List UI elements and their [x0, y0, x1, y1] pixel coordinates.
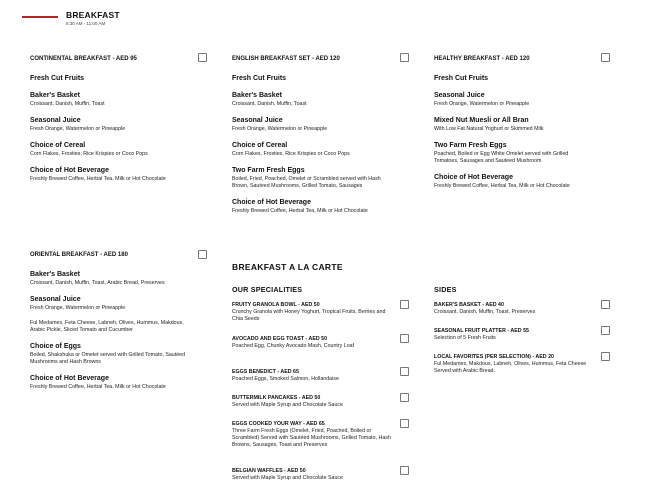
set-menu-continental	[30, 55, 190, 183]
menu-item-description: Fresh Orange, Watermelon or Pineapple	[30, 126, 126, 132]
menu-item	[30, 116, 190, 133]
menu-item-title: Choice of Cereal	[232, 142, 288, 149]
select-checkbox-local-favorites[interactable]	[601, 352, 610, 361]
sides-heading: SIDES	[434, 285, 457, 294]
dish-title: BAKER'S BASKET - AED 40	[434, 302, 504, 308]
dish-description: Served with Maple Syrup and Chocolate Sauce	[232, 475, 344, 481]
menu-item	[30, 166, 190, 183]
menu-item-description: Freshly Brewed Coffee, Herbal Tea, Milk or Hot Chocolate	[232, 208, 368, 214]
menu-item-description: With Low Fat Natural Yoghurt or Skimmed Milk	[434, 126, 544, 132]
menu-item-title: Choice of Hot Beverage	[30, 375, 109, 382]
menu-item	[30, 374, 190, 391]
page-title: BREAKFAST	[66, 10, 120, 20]
menu-item-title: Fresh Cut Fruits	[30, 75, 85, 82]
a-la-carte-heading: BREAKFAST A LA CARTE	[232, 262, 343, 272]
set-menu-heading: CONTINENTAL BREAKFAST - AED 95	[30, 56, 137, 62]
menu-item-description: Fresh Orange, Watermelon or Pineapple	[30, 305, 126, 311]
dish-item	[232, 395, 392, 409]
menu-item-title: Baker's Basket	[232, 92, 282, 99]
menu-item-title: Choice of Cereal	[30, 142, 86, 149]
select-checkbox-english[interactable]	[400, 53, 409, 62]
menu-item-description: Fresh Orange, Watermelon or Pineapple	[434, 101, 530, 107]
service-hours: 6:30 AM - 11:00 AM	[66, 21, 106, 26]
menu-item-description: Croissant, Danish, Muffin, Toast, Arabic Bread, Preserves	[30, 280, 165, 286]
menu-item-title: Choice of Hot Beverage	[434, 174, 513, 181]
menu-item-description: Freshly Brewed Coffee, Herbal Tea, Milk or Hot Chocolate	[434, 183, 570, 189]
dish-title: BELGIAN WAFFLES - AED 50	[232, 468, 306, 474]
select-checkbox-pancakes[interactable]	[400, 393, 409, 402]
menu-item-title: Seasonal Juice	[30, 296, 81, 303]
set-menu-heading: ENGLISH BREAKFAST SET - AED 120	[232, 56, 340, 62]
dish-item	[232, 468, 392, 482]
menu-item-description: Freshly Brewed Coffee, Herbal Tea, Milk or Hot Chocolate	[30, 176, 166, 182]
menu-item-description: Boiled, Fried, Poached, Omelet or Scrambled served with Hash Brown, Sauteed Mushrooms, Grilled Tomato, Sausages	[232, 176, 381, 189]
menu-item-title: Choice of Hot Beverage	[30, 167, 109, 174]
menu-item	[434, 74, 594, 83]
select-checkbox-bakers-basket[interactable]	[601, 300, 610, 309]
dish-item	[232, 336, 392, 350]
menu-item-description: Corn Flakes, Frosties, Rice Krispies or Coco Pops	[232, 151, 350, 157]
menu-item	[434, 116, 594, 133]
select-checkbox-eggs-benedict[interactable]	[400, 367, 409, 376]
menu-item-title: Seasonal Juice	[30, 117, 81, 124]
set-menu-heading: ORIENTAL BREAKFAST - AED 180	[30, 252, 128, 258]
dish-title: EGGS COOKED YOUR WAY - AED 65	[232, 421, 325, 427]
select-checkbox-eggs-your-way[interactable]	[400, 419, 409, 428]
dish-description: Three Farm Fresh Eggs (Omelet, Fried, Poached, Boiled or Scrambled) Served with Sautéed Mushrooms, Grilled Tomato, Hash Browns, Sausages, Toast and Preserves	[232, 428, 391, 448]
dish-description: Poached Egg, Chunky Avocado Mash, Country Loaf	[232, 343, 355, 349]
menu-item	[232, 74, 382, 83]
menu-item	[232, 141, 382, 158]
dish-title: SEASONAL FRUIT PLATTER - AED 55	[434, 328, 529, 334]
select-checkbox-granola[interactable]	[400, 300, 409, 309]
dish-title: FRUITY GRANOLA BOWL - AED 50	[232, 302, 320, 308]
menu-item	[30, 342, 190, 366]
menu-item	[30, 270, 190, 287]
select-checkbox-oriental[interactable]	[198, 250, 207, 259]
menu-item	[30, 91, 190, 108]
header-accent-line	[22, 16, 58, 18]
menu-item-title: Choice of Hot Beverage	[232, 199, 311, 206]
menu-item-description: Croissant, Danish, Muffin, Toast	[30, 101, 105, 107]
menu-item-title: Fresh Cut Fruits	[434, 75, 489, 82]
select-checkbox-continental[interactable]	[198, 53, 207, 62]
dish-description: Served with Maple Syrup and Chocolate Sauce	[232, 402, 344, 408]
specialities-heading: OUR SPECIALITIES	[232, 285, 303, 294]
dish-title: EGGS BENEDICT - AED 65	[232, 369, 299, 375]
select-checkbox-avocado-toast[interactable]	[400, 334, 409, 343]
menu-item-title: Seasonal Juice	[232, 117, 283, 124]
menu-item-description: Fresh Orange, Watermelon or Pineapple	[232, 126, 328, 132]
menu-item-title: Two Farm Fresh Eggs	[434, 142, 507, 149]
menu-item	[434, 141, 594, 165]
select-checkbox-healthy[interactable]	[601, 53, 610, 62]
menu-item	[30, 74, 190, 83]
menu-item-description: Boiled, Shakshuka or Omelet served with Grilled Tomato, Sautéed Mushrooms and Hash Browns	[30, 352, 186, 365]
menu-item-description: Freshly Brewed Coffee, Herbal Tea, Milk or Hot Chocolate	[30, 384, 166, 390]
dish-description: Croissant, Danish, Muffin, Toast, Preserves	[434, 309, 536, 315]
side-item	[434, 302, 599, 316]
dish-title: LOCAL FAVORITES (PER SELECTION) - AED 20	[434, 354, 554, 360]
menu-item-title: Two Farm Fresh Eggs	[232, 167, 305, 174]
set-menu-healthy	[434, 55, 594, 190]
menu-item	[30, 320, 190, 334]
menu-item-title: Fresh Cut Fruits	[232, 75, 287, 82]
menu-item	[232, 166, 382, 190]
dish-description: Poached Eggs, Smoked Salmon, Hollandaise	[232, 376, 339, 382]
side-item	[434, 354, 599, 375]
menu-item-title: Baker's Basket	[30, 271, 80, 278]
set-menu-english	[232, 55, 382, 215]
dish-title: BUTTERMILK PANCAKES - AED 50	[232, 395, 321, 401]
menu-item	[232, 198, 382, 215]
menu-item	[232, 91, 382, 108]
dish-item	[232, 421, 392, 449]
menu-item	[30, 295, 190, 312]
side-item	[434, 328, 599, 342]
dish-description: Crunchy Granola with Honey Yoghurt, Tropical Fruits, Berries and Chia Seeds	[232, 309, 386, 322]
menu-item-description: Ful Medames, Feta Cheese, Labneh, Olives, Hummus, Makdous, Arabic Pickle, Sliced Tomato and Cucumber	[30, 320, 184, 333]
dish-item	[232, 369, 392, 383]
dish-item	[232, 302, 392, 323]
select-checkbox-waffles[interactable]	[400, 466, 409, 475]
menu-item	[30, 141, 190, 158]
set-menu-oriental	[30, 251, 190, 391]
menu-item-description: Corn Flakes, Frosties, Rice Krispies or Coco Pops	[30, 151, 148, 157]
menu-item-title: Seasonal Juice	[434, 92, 485, 99]
select-checkbox-fruit-platter[interactable]	[601, 326, 610, 335]
menu-item-title: Choice of Eggs	[30, 343, 81, 350]
menu-item	[232, 116, 382, 133]
dish-title: AVOCADO AND EGG TOAST - AED 50	[232, 336, 328, 342]
dish-description: Selection of 5 Fresh Fruits	[434, 335, 496, 341]
menu-item	[434, 91, 594, 108]
menu-item	[434, 173, 594, 190]
menu-item-title: Mixed Nut Muesli or All Bran	[434, 117, 529, 124]
menu-item-title: Baker's Basket	[30, 92, 80, 99]
set-menu-heading: HEALTHY BREAKFAST - AED 120	[434, 56, 530, 62]
menu-item-description: Croissant, Danish, Muffin, Toast	[232, 101, 307, 107]
dish-description: Ful Medames, Makdous, Labneh, Olives, Hummus, Feta Cheese Served with Arabic Bread.	[434, 361, 587, 374]
menu-item-description: Poached, Boiled or Egg White Omelet served with Grilled Tomatoes, Sausages and Sauteed Mushroom	[434, 151, 569, 164]
